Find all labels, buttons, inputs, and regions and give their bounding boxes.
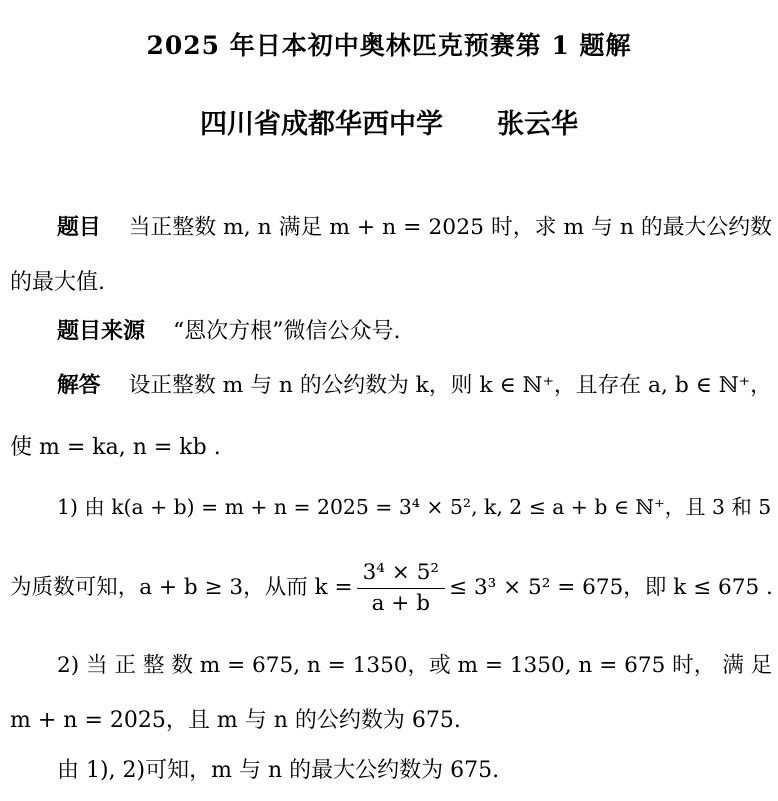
problem-line-1 bbox=[57, 214, 772, 240]
solution-line-2: 使 m = ka, n = kb . bbox=[10, 435, 221, 460]
document-title: 2025 年日本初中奥林匹克预赛第 1 题解 bbox=[146, 31, 632, 60]
fraction-denominator: a + b bbox=[371, 590, 431, 616]
step1-prefix: 为质数可知，a + b ≥ 3，从而 k = bbox=[10, 575, 353, 601]
source-label: 题目来源 bbox=[57, 318, 146, 344]
solution-text-1: 设正整数 m 与 n 的公约数为 k，则 k ∈ ℕ⁺，且存在 a, b ∈ ℕ⁺， bbox=[128, 373, 772, 398]
author-line: 四川省成都华西中学 张云华 bbox=[200, 109, 578, 140]
step2-line-1: 2) 当 正 整 数 m = 675, n = 1350，或 m = 1350, n = 675 时， 满 足 bbox=[57, 653, 773, 678]
problem-text-1: 当正整数 m, n 满足 m + n = 2025 时，求 m 与 n 的最大公约数 bbox=[128, 215, 772, 240]
fraction bbox=[357, 562, 445, 614]
solution-line-1 bbox=[57, 375, 772, 397]
solution-label: 解答 bbox=[57, 373, 101, 398]
step1-line-1: 1) 由 k(a + b) = m + n = 2025 = 3⁴ × 5², k, 2 ≤ a + b ∈ ℕ⁺，且 3 和 5 bbox=[57, 495, 772, 519]
step2-line-2: m + n = 2025，且 m 与 n 的公约数为 675. bbox=[10, 708, 461, 733]
source-text: “恩次方根”微信公众号. bbox=[173, 319, 401, 344]
fraction-numerator: 3⁴ × 5² bbox=[357, 562, 445, 589]
step1-suffix: ≤ 3³ × 5² = 675，即 k ≤ 675 . bbox=[449, 575, 773, 601]
problem-label: 题目 bbox=[57, 214, 101, 240]
step1-line-2 bbox=[10, 562, 773, 614]
conclusion-line: 由 1), 2)可知，m 与 n 的最大公约数为 675. bbox=[57, 758, 500, 783]
source-line bbox=[57, 320, 401, 343]
problem-line-2: 的最大值. bbox=[10, 270, 105, 295]
